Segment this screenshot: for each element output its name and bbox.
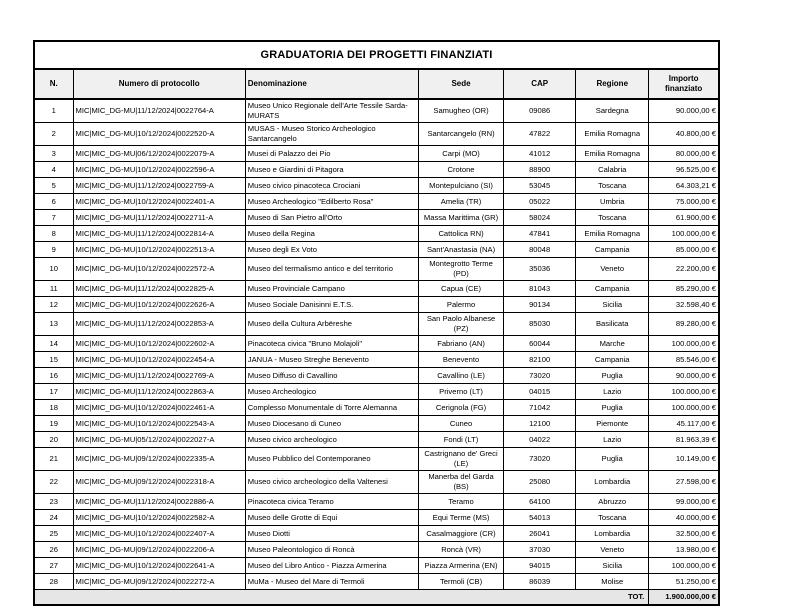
cell-denominazione: Museo del termalismo antico e del territorio (245, 258, 418, 281)
column-header: Importo finanziato (649, 69, 719, 99)
table-row (34, 258, 719, 281)
cell-n: 15 (34, 352, 73, 368)
title-row (34, 41, 719, 69)
cell-sede: Cuneo (418, 416, 503, 432)
table-row (34, 471, 719, 494)
cell-regione: Sardegna (576, 99, 649, 123)
table-row (34, 448, 719, 471)
cell-importo: 81.963,39 € (649, 432, 719, 448)
cell-importo: 40.800,00 € (649, 123, 719, 146)
cell-denominazione: Pinacoteca civica "Bruno Molajoli" (245, 336, 418, 352)
cell-importo: 100.000,00 € (649, 558, 719, 574)
cell-denominazione: Pinacoteca civica Teramo (245, 494, 418, 510)
table-row (34, 558, 719, 574)
cell-cap: 25080 (504, 471, 576, 494)
cell-n: 18 (34, 400, 73, 416)
cell-cap: 94015 (504, 558, 576, 574)
cell-cap: 05022 (504, 194, 576, 210)
cell-sede: Piazza Armerina (EN) (418, 558, 503, 574)
cell-protocollo: MIC|MIC_DG-MU|09/12/2024|0022206-A (73, 542, 245, 558)
cell-cap: 60044 (504, 336, 576, 352)
cell-denominazione: MuMa - Museo del Mare di Termoli (245, 574, 418, 590)
table-row (34, 336, 719, 352)
cell-denominazione: Museo civico archeologico della Valtenesi (245, 471, 418, 494)
column-header: Regione (576, 69, 649, 99)
cell-denominazione: Museo della Regina (245, 226, 418, 242)
cell-n: 14 (34, 336, 73, 352)
table-row (34, 313, 719, 336)
cell-sede: Massa Marittima (GR) (418, 210, 503, 226)
cell-regione: Sicilia (576, 558, 649, 574)
cell-protocollo: MIC|MIC_DG-MU|10/12/2024|0022641-A (73, 558, 245, 574)
table-row (34, 542, 719, 558)
cell-importo: 85.546,00 € (649, 352, 719, 368)
cell-regione: Lombardia (576, 526, 649, 542)
cell-n: 21 (34, 448, 73, 471)
cell-cap: 37030 (504, 542, 576, 558)
cell-regione: Puglia (576, 400, 649, 416)
cell-n: 27 (34, 558, 73, 574)
cell-n: 1 (34, 99, 73, 123)
cell-denominazione: Museo delle Grotte di Equi (245, 510, 418, 526)
cell-protocollo: MIC|MIC_DG-MU|10/12/2024|0022626-A (73, 297, 245, 313)
cell-regione: Lazio (576, 384, 649, 400)
cell-importo: 75.000,00 € (649, 194, 719, 210)
cell-denominazione: Museo civico pinacoteca Crociani (245, 178, 418, 194)
cell-regione: Basilicata (576, 313, 649, 336)
cell-importo: 32.598,40 € (649, 297, 719, 313)
cell-regione: Abruzzo (576, 494, 649, 510)
cell-cap: 73020 (504, 448, 576, 471)
cell-importo: 45.117,00 € (649, 416, 719, 432)
table-row (34, 526, 719, 542)
cell-sede: Sant'Anastasia (NA) (418, 242, 503, 258)
cell-sede: Amelia (TR) (418, 194, 503, 210)
cell-n: 24 (34, 510, 73, 526)
cell-regione: Piemonte (576, 416, 649, 432)
cell-regione: Umbria (576, 194, 649, 210)
cell-protocollo: MIC|MIC_DG-MU|10/12/2024|0022407-A (73, 526, 245, 542)
cell-protocollo: MIC|MIC_DG-MU|10/12/2024|0022513-A (73, 242, 245, 258)
cell-protocollo: MIC|MIC_DG-MU|10/12/2024|0022401-A (73, 194, 245, 210)
cell-regione: Calabria (576, 162, 649, 178)
cell-protocollo: MIC|MIC_DG-MU|11/12/2024|0022853-A (73, 313, 245, 336)
cell-sede: Palermo (418, 297, 503, 313)
cell-protocollo: MIC|MIC_DG-MU|10/12/2024|0022596-A (73, 162, 245, 178)
cell-sede: Samugheo (OR) (418, 99, 503, 123)
cell-regione: Campania (576, 242, 649, 258)
cell-regione: Emilia Romagna (576, 146, 649, 162)
header-row (34, 69, 719, 99)
cell-importo: 22.200,00 € (649, 258, 719, 281)
table-row (34, 146, 719, 162)
cell-cap: 64100 (504, 494, 576, 510)
cell-protocollo: MIC|MIC_DG-MU|10/12/2024|0022543-A (73, 416, 245, 432)
cell-sede: Cavallino (LE) (418, 368, 503, 384)
cell-regione: Puglia (576, 368, 649, 384)
cell-protocollo: MIC|MIC_DG-MU|11/12/2024|0022886-A (73, 494, 245, 510)
cell-denominazione: Museo degli Ex Voto (245, 242, 418, 258)
cell-cap: 35036 (504, 258, 576, 281)
cell-n: 23 (34, 494, 73, 510)
cell-importo: 27.598,00 € (649, 471, 719, 494)
cell-sede: Casalmaggiore (CR) (418, 526, 503, 542)
cell-denominazione: Complesso Monumentale di Torre Alemanna (245, 400, 418, 416)
cell-cap: 12100 (504, 416, 576, 432)
table-row (34, 281, 719, 297)
table-row (34, 384, 719, 400)
cell-n: 3 (34, 146, 73, 162)
table-row (34, 123, 719, 146)
cell-cap: 04015 (504, 384, 576, 400)
cell-n: 20 (34, 432, 73, 448)
cell-regione: Toscana (576, 178, 649, 194)
cell-cap: 41012 (504, 146, 576, 162)
cell-n: 28 (34, 574, 73, 590)
cell-cap: 73020 (504, 368, 576, 384)
cell-n: 11 (34, 281, 73, 297)
cell-denominazione: Museo Paleontologico di Roncà (245, 542, 418, 558)
cell-sede: Termoli (CB) (418, 574, 503, 590)
cell-sede: Capua (CE) (418, 281, 503, 297)
cell-cap: 85030 (504, 313, 576, 336)
cell-importo: 90.000,00 € (649, 99, 719, 123)
cell-n: 9 (34, 242, 73, 258)
cell-denominazione: Museo Archeologico "Edilberto Rosa" (245, 194, 418, 210)
cell-denominazione: Museo Pubblico del Contemporaneo (245, 448, 418, 471)
cell-sede: Montepulciano (SI) (418, 178, 503, 194)
cell-n: 12 (34, 297, 73, 313)
cell-cap: 04022 (504, 432, 576, 448)
cell-importo: 100.000,00 € (649, 384, 719, 400)
cell-sede: Equi Terme (MS) (418, 510, 503, 526)
cell-cap: 47822 (504, 123, 576, 146)
cell-importo: 100.000,00 € (649, 400, 719, 416)
cell-denominazione: Museo Sociale Danisinni E.T.S. (245, 297, 418, 313)
table-row (34, 416, 719, 432)
cell-importo: 64.303,21 € (649, 178, 719, 194)
cell-sede: Roncà (VR) (418, 542, 503, 558)
cell-protocollo: MIC|MIC_DG-MU|11/12/2024|0022769-A (73, 368, 245, 384)
cell-regione: Puglia (576, 448, 649, 471)
table-body (34, 99, 719, 590)
cell-denominazione: Museo civico archeologico (245, 432, 418, 448)
cell-regione: Toscana (576, 210, 649, 226)
cell-protocollo: MIC|MIC_DG-MU|11/12/2024|0022764-A (73, 99, 245, 123)
cell-protocollo: MIC|MIC_DG-MU|09/12/2024|0022318-A (73, 471, 245, 494)
cell-importo: 40.000,00 € (649, 510, 719, 526)
cell-sede: Castrignano de' Greci (LE) (418, 448, 503, 471)
cell-importo: 51.250,00 € (649, 574, 719, 590)
column-header: CAP (504, 69, 576, 99)
table-row (34, 510, 719, 526)
cell-importo: 80.000,00 € (649, 146, 719, 162)
cell-n: 7 (34, 210, 73, 226)
table-row (34, 574, 719, 590)
table-row (34, 400, 719, 416)
cell-denominazione: MUSAS - Museo Storico Archeologico Santarcangelo (245, 123, 418, 146)
page-title: GRADUATORIA DEI PROGETTI FINANZIATI (34, 41, 719, 69)
cell-protocollo: MIC|MIC_DG-MU|09/12/2024|0022272-A (73, 574, 245, 590)
cell-regione: Marche (576, 336, 649, 352)
total-row (34, 590, 719, 606)
cell-n: 16 (34, 368, 73, 384)
cell-cap: 88900 (504, 162, 576, 178)
cell-cap: 71042 (504, 400, 576, 416)
cell-protocollo: MIC|MIC_DG-MU|11/12/2024|0022759-A (73, 178, 245, 194)
cell-importo: 61.900,00 € (649, 210, 719, 226)
cell-regione: Emilia Romagna (576, 226, 649, 242)
cell-cap: 82100 (504, 352, 576, 368)
cell-protocollo: MIC|MIC_DG-MU|11/12/2024|0022863-A (73, 384, 245, 400)
table-row (34, 162, 719, 178)
cell-protocollo: MIC|MIC_DG-MU|10/12/2024|0022602-A (73, 336, 245, 352)
cell-cap: 90134 (504, 297, 576, 313)
table-row (34, 178, 719, 194)
cell-denominazione: Museo della Cultura Arbëreshe (245, 313, 418, 336)
cell-sede: Fabriano (AN) (418, 336, 503, 352)
cell-importo: 32.500,00 € (649, 526, 719, 542)
cell-n: 8 (34, 226, 73, 242)
cell-denominazione: Museo Archeologico (245, 384, 418, 400)
cell-denominazione: Museo Diotti (245, 526, 418, 542)
table-row (34, 242, 719, 258)
cell-sede: Cattolica RN) (418, 226, 503, 242)
cell-importo: 85.000,00 € (649, 242, 719, 258)
cell-n: 6 (34, 194, 73, 210)
cell-protocollo: MIC|MIC_DG-MU|10/12/2024|0022454-A (73, 352, 245, 368)
cell-regione: Campania (576, 352, 649, 368)
cell-n: 17 (34, 384, 73, 400)
cell-sede: Cerignola (FG) (418, 400, 503, 416)
table-row (34, 194, 719, 210)
cell-n: 26 (34, 542, 73, 558)
cell-cap: 47841 (504, 226, 576, 242)
cell-sede: Benevento (418, 352, 503, 368)
cell-cap: 80048 (504, 242, 576, 258)
cell-cap: 09086 (504, 99, 576, 123)
cell-n: 4 (34, 162, 73, 178)
table-row (34, 297, 719, 313)
cell-sede: San Paolo Albanese (PZ) (418, 313, 503, 336)
cell-protocollo: MIC|MIC_DG-MU|10/12/2024|0022582-A (73, 510, 245, 526)
cell-sede: Priverno (LT) (418, 384, 503, 400)
cell-n: 19 (34, 416, 73, 432)
cell-n: 5 (34, 178, 73, 194)
cell-regione: Molise (576, 574, 649, 590)
cell-protocollo: MIC|MIC_DG-MU|11/12/2024|0022814-A (73, 226, 245, 242)
column-header: N. (34, 69, 73, 99)
cell-regione: Veneto (576, 542, 649, 558)
total-value: 1.900.000,00 € (649, 590, 719, 606)
cell-denominazione: Museo Unico Regionale dell'Arte Tessile Sarda- MURATS (245, 99, 418, 123)
cell-importo: 96.525,00 € (649, 162, 719, 178)
cell-protocollo: MIC|MIC_DG-MU|10/12/2024|0022520-A (73, 123, 245, 146)
cell-sede: Teramo (418, 494, 503, 510)
cell-importo: 89.280,00 € (649, 313, 719, 336)
cell-importo: 10.149,00 € (649, 448, 719, 471)
table-row (34, 494, 719, 510)
cell-cap: 81043 (504, 281, 576, 297)
cell-regione: Lombardia (576, 471, 649, 494)
total-label: TOT. (34, 590, 649, 606)
cell-regione: Sicilia (576, 297, 649, 313)
cell-n: 2 (34, 123, 73, 146)
cell-n: 10 (34, 258, 73, 281)
cell-cap: 86039 (504, 574, 576, 590)
cell-regione: Toscana (576, 510, 649, 526)
cell-cap: 53045 (504, 178, 576, 194)
cell-sede: Crotone (418, 162, 503, 178)
cell-sede: Carpi (MO) (418, 146, 503, 162)
table-row (34, 368, 719, 384)
cell-cap: 54013 (504, 510, 576, 526)
table-row (34, 99, 719, 123)
cell-protocollo: MIC|MIC_DG-MU|11/12/2024|0022825-A (73, 281, 245, 297)
cell-denominazione: Museo del Libro Antico - Piazza Armerina (245, 558, 418, 574)
cell-importo: 100.000,00 € (649, 226, 719, 242)
cell-n: 22 (34, 471, 73, 494)
cell-regione: Lazio (576, 432, 649, 448)
column-header: Numero di protocollo (73, 69, 245, 99)
cell-importo: 85.290,00 € (649, 281, 719, 297)
cell-denominazione: Museo Diffuso di Cavallino (245, 368, 418, 384)
graduatoria-table (33, 40, 720, 606)
column-header: Denominazione (245, 69, 418, 99)
cell-protocollo: MIC|MIC_DG-MU|10/12/2024|0022572-A (73, 258, 245, 281)
cell-sede: Fondi (LT) (418, 432, 503, 448)
cell-denominazione: Museo Diocesano di Cuneo (245, 416, 418, 432)
cell-denominazione: Musei di Palazzo dei Pio (245, 146, 418, 162)
cell-cap: 58024 (504, 210, 576, 226)
cell-importo: 13.980,00 € (649, 542, 719, 558)
cell-cap: 26041 (504, 526, 576, 542)
table-row (34, 210, 719, 226)
cell-denominazione: Museo e Giardini di Pitagora (245, 162, 418, 178)
cell-sede: Montegrotto Terme (PD) (418, 258, 503, 281)
cell-denominazione: JANUA - Museo Streghe Benevento (245, 352, 418, 368)
column-header: Sede (418, 69, 503, 99)
cell-importo: 100.000,00 € (649, 336, 719, 352)
cell-denominazione: Museo di San Pietro all'Orto (245, 210, 418, 226)
cell-protocollo: MIC|MIC_DG-MU|06/12/2024|0022079-A (73, 146, 245, 162)
table-row (34, 432, 719, 448)
cell-regione: Campania (576, 281, 649, 297)
cell-regione: Emilia Romagna (576, 123, 649, 146)
cell-regione: Veneto (576, 258, 649, 281)
cell-protocollo: MIC|MIC_DG-MU|09/12/2024|0022335-A (73, 448, 245, 471)
table-row (34, 226, 719, 242)
cell-sede: Santarcangelo (RN) (418, 123, 503, 146)
cell-protocollo: MIC|MIC_DG-MU|11/12/2024|0022711-A (73, 210, 245, 226)
cell-denominazione: Museo Provinciale Campano (245, 281, 418, 297)
cell-importo: 99.000,00 € (649, 494, 719, 510)
table-row (34, 352, 719, 368)
cell-n: 13 (34, 313, 73, 336)
cell-protocollo: MIC|MIC_DG-MU|05/12/2024|0022027-A (73, 432, 245, 448)
cell-importo: 90.000,00 € (649, 368, 719, 384)
cell-protocollo: MIC|MIC_DG-MU|10/12/2024|0022461-A (73, 400, 245, 416)
cell-sede: Manerba del Garda (BS) (418, 471, 503, 494)
cell-n: 25 (34, 526, 73, 542)
